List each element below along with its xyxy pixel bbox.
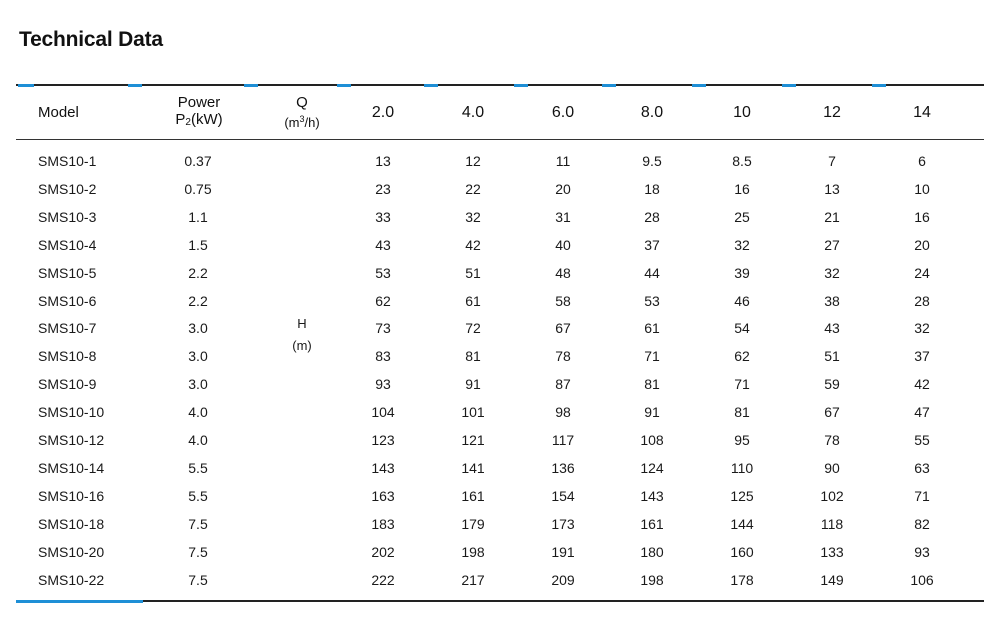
header-accent-tick bbox=[514, 84, 528, 87]
header-q-label: Q bbox=[296, 94, 308, 111]
header-accent-tick bbox=[424, 84, 438, 87]
row-head-value: 93 bbox=[375, 376, 391, 393]
row-head-value: 178 bbox=[730, 571, 754, 588]
row-head-value: 43 bbox=[375, 236, 391, 253]
row-power: 3.0 bbox=[188, 320, 208, 337]
row-power: 4.0 bbox=[188, 404, 208, 421]
row-model: SMS10-14 bbox=[38, 459, 105, 476]
row-model: SMS10-2 bbox=[38, 180, 97, 197]
row-head-value: 37 bbox=[644, 236, 660, 253]
row-power: 5.5 bbox=[188, 459, 208, 476]
row-power: 0.37 bbox=[184, 153, 212, 169]
header-q bbox=[268, 86, 336, 139]
row-head-value: 20 bbox=[555, 180, 571, 197]
row-head-value: 222 bbox=[371, 571, 395, 588]
row-head-value: 44 bbox=[644, 264, 660, 281]
row-head-value: 42 bbox=[465, 236, 481, 253]
table-bottom-accent bbox=[16, 600, 143, 603]
row-head-value: 173 bbox=[551, 515, 575, 532]
header-model-label: Model bbox=[38, 104, 79, 121]
header-flow-1: 4.0 bbox=[461, 104, 485, 121]
row-head-value: 48 bbox=[555, 264, 571, 281]
row-head-value: 16 bbox=[734, 180, 750, 197]
row-head-value: 32 bbox=[734, 236, 750, 253]
header-accent-tick bbox=[337, 84, 351, 87]
row-head-value: 31 bbox=[555, 208, 571, 225]
row-head-value: 37 bbox=[914, 348, 930, 365]
header-q-unit: $(m^3/h)$ bbox=[284, 114, 320, 130]
row-model: SMS10-5 bbox=[38, 264, 97, 281]
row-power: 2.2 bbox=[188, 292, 208, 309]
row-head-value: 121 bbox=[461, 432, 485, 448]
row-head-value: 160 bbox=[730, 543, 754, 560]
row-head-value: 13 bbox=[375, 153, 391, 169]
row-head-value: 117 bbox=[551, 432, 575, 448]
row-head-value: 163 bbox=[371, 487, 395, 504]
row-head-value: 42 bbox=[914, 376, 930, 393]
row-head-value: 98 bbox=[555, 404, 571, 421]
row-head-value: 61 bbox=[644, 320, 660, 337]
row-head-value: 141 bbox=[461, 459, 485, 476]
row-model: SMS10-22 bbox=[38, 571, 105, 588]
header-flow-4: 10 bbox=[733, 104, 751, 121]
row-head-value: 6 bbox=[918, 153, 926, 169]
row-head-value: 40 bbox=[555, 236, 571, 253]
row-power: 2.2 bbox=[188, 264, 208, 281]
row-power: 3.0 bbox=[188, 376, 208, 393]
row-power: 1.1 bbox=[188, 208, 208, 225]
header-model bbox=[38, 86, 106, 139]
row-head-value: 59 bbox=[824, 376, 840, 393]
row-head-value: 53 bbox=[375, 264, 391, 281]
row-model: SMS10-4 bbox=[38, 236, 97, 253]
row-head-value: 81 bbox=[465, 348, 481, 365]
row-head-value: 46 bbox=[734, 292, 750, 309]
row-head-value: 78 bbox=[824, 432, 840, 448]
row-head-value: 51 bbox=[824, 348, 840, 365]
row-power: 4.0 bbox=[188, 432, 208, 448]
header-flow-2: 6.0 bbox=[551, 104, 575, 121]
header-accent-tick bbox=[872, 84, 886, 87]
row-head-value: 91 bbox=[465, 376, 481, 393]
row-head-value: 28 bbox=[644, 208, 660, 225]
header-accent-tick bbox=[692, 84, 706, 87]
table-bottom-rule bbox=[16, 600, 984, 602]
row-head-value: 95 bbox=[734, 432, 750, 448]
row-head-value: 22 bbox=[465, 180, 481, 197]
row-power: 7.5 bbox=[188, 571, 208, 588]
row-head-value: 13 bbox=[824, 180, 840, 197]
row-head-value: 106 bbox=[910, 571, 934, 588]
row-model: SMS10-6 bbox=[38, 292, 97, 309]
row-head-value: 81 bbox=[644, 376, 660, 393]
row-head-value: 125 bbox=[730, 487, 754, 504]
row-head-value: 108 bbox=[640, 432, 664, 448]
header-accent-tick bbox=[782, 84, 796, 87]
row-head-value: 32 bbox=[824, 264, 840, 281]
row-model: SMS10-9 bbox=[38, 376, 97, 393]
row-head-value: 38 bbox=[824, 292, 840, 309]
row-head-value: 87 bbox=[555, 376, 571, 393]
row-head-value: 90 bbox=[824, 459, 840, 476]
row-model: SMS10-18 bbox=[38, 515, 105, 532]
row-head-value: 161 bbox=[461, 487, 485, 504]
row-head-value: 143 bbox=[371, 459, 395, 476]
header-flow-3: 8.0 bbox=[640, 104, 664, 121]
row-head-value: 143 bbox=[640, 487, 664, 504]
row-model: SMS10-3 bbox=[38, 208, 97, 225]
row-power: 3.0 bbox=[188, 348, 208, 365]
row-head-value: 198 bbox=[461, 543, 485, 560]
row-power: 7.5 bbox=[188, 543, 208, 560]
row-head-value: 67 bbox=[824, 404, 840, 421]
row-head-value: 62 bbox=[734, 348, 750, 365]
row-power: 7.5 bbox=[188, 515, 208, 532]
row-head-value: 51 bbox=[465, 264, 481, 281]
row-head-value: 47 bbox=[914, 404, 930, 421]
row-head-value: 71 bbox=[914, 487, 930, 504]
row-head-value: 55 bbox=[914, 432, 930, 448]
row-head-value: 136 bbox=[551, 459, 575, 476]
row-head-value: 198 bbox=[640, 571, 664, 588]
row-power: 0.75 bbox=[184, 180, 212, 197]
header-accent-tick bbox=[128, 84, 142, 87]
row-head-value: 102 bbox=[820, 487, 844, 504]
page-title: Technical Data bbox=[19, 28, 163, 51]
row-head-value: 61 bbox=[465, 292, 481, 309]
row-model: SMS10-12 bbox=[38, 432, 105, 448]
row-head-value: 20 bbox=[914, 236, 930, 253]
row-head-value: 67 bbox=[555, 320, 571, 337]
row-model: SMS10-8 bbox=[38, 348, 97, 365]
head-unit-label: H (m) bbox=[292, 316, 312, 353]
header-divider bbox=[16, 139, 984, 140]
row-head-value: 183 bbox=[371, 515, 395, 532]
row-head-value: 7 bbox=[828, 153, 836, 169]
row-power: 1.5 bbox=[188, 236, 208, 253]
row-head-value: 71 bbox=[734, 376, 750, 393]
row-head-value: 161 bbox=[640, 515, 664, 532]
row-head-value: 217 bbox=[461, 571, 485, 588]
header-power-unit: P2(kW) bbox=[175, 111, 223, 128]
row-head-value: 191 bbox=[551, 543, 575, 560]
header-accent-tick bbox=[244, 84, 258, 87]
row-head-value: 23 bbox=[375, 180, 391, 197]
row-head-value: 53 bbox=[644, 292, 660, 309]
row-head-value: 8.5 bbox=[732, 153, 752, 169]
header-flow-5: 12 bbox=[823, 104, 841, 121]
row-head-value: 144 bbox=[730, 515, 754, 532]
row-head-value: 104 bbox=[371, 404, 395, 421]
row-head-value: 11 bbox=[555, 153, 571, 169]
row-head-value: 93 bbox=[914, 543, 930, 560]
row-head-value: 24 bbox=[914, 264, 930, 281]
row-head-value: 33 bbox=[375, 208, 391, 225]
row-head-value: 16 bbox=[914, 208, 930, 225]
row-head-value: 118 bbox=[820, 515, 844, 532]
row-head-value: 43 bbox=[824, 320, 840, 337]
row-head-value: 78 bbox=[555, 348, 571, 365]
row-head-value: 21 bbox=[824, 208, 840, 225]
row-head-value: 101 bbox=[461, 404, 485, 421]
row-head-value: 209 bbox=[551, 571, 575, 588]
row-head-value: 54 bbox=[734, 320, 750, 337]
header-accent-tick bbox=[18, 84, 34, 87]
row-head-value: 149 bbox=[820, 571, 844, 588]
row-model: SMS10-20 bbox=[38, 543, 105, 560]
row-head-value: 32 bbox=[914, 320, 930, 337]
header-power-label: Power bbox=[177, 94, 221, 111]
row-head-value: 62 bbox=[375, 292, 391, 309]
row-head-value: 32 bbox=[465, 208, 481, 225]
row-head-value: 202 bbox=[371, 543, 395, 560]
row-head-value: 110 bbox=[730, 459, 754, 476]
row-head-value: 39 bbox=[734, 264, 750, 281]
row-head-value: 27 bbox=[824, 236, 840, 253]
row-model: SMS10-1 bbox=[38, 153, 97, 169]
row-head-value: 124 bbox=[640, 459, 664, 476]
row-head-value: 58 bbox=[555, 292, 571, 309]
row-power: 5.5 bbox=[188, 487, 208, 504]
row-head-value: 10 bbox=[914, 180, 930, 197]
row-head-value: 71 bbox=[644, 348, 660, 365]
row-model: SMS10-7 bbox=[38, 320, 97, 337]
row-head-value: 83 bbox=[375, 348, 391, 365]
row-head-value: 91 bbox=[644, 404, 660, 421]
row-head-value: 72 bbox=[465, 320, 481, 337]
row-head-value: 133 bbox=[820, 543, 844, 560]
row-head-value: 123 bbox=[371, 432, 395, 448]
row-head-value: 25 bbox=[734, 208, 750, 225]
row-head-value: 180 bbox=[640, 543, 664, 560]
row-head-value: 63 bbox=[914, 459, 930, 476]
row-head-value: 18 bbox=[644, 180, 660, 197]
row-head-value: 9.5 bbox=[642, 153, 662, 169]
row-head-value: 12 bbox=[465, 153, 481, 169]
row-head-value: 81 bbox=[734, 404, 750, 421]
row-model: SMS10-16 bbox=[38, 487, 105, 504]
row-model: SMS10-10 bbox=[38, 404, 105, 421]
header-accent-tick bbox=[602, 84, 616, 87]
header-flow-6: 14 bbox=[913, 104, 931, 121]
row-head-value: 82 bbox=[914, 515, 930, 532]
row-head-value: 154 bbox=[551, 487, 575, 504]
row-head-value: 179 bbox=[461, 515, 485, 532]
header-power bbox=[158, 86, 240, 139]
header-flow-0: 2.0 bbox=[371, 104, 395, 121]
row-head-value: 28 bbox=[914, 292, 930, 309]
row-head-value: 73 bbox=[375, 320, 391, 337]
